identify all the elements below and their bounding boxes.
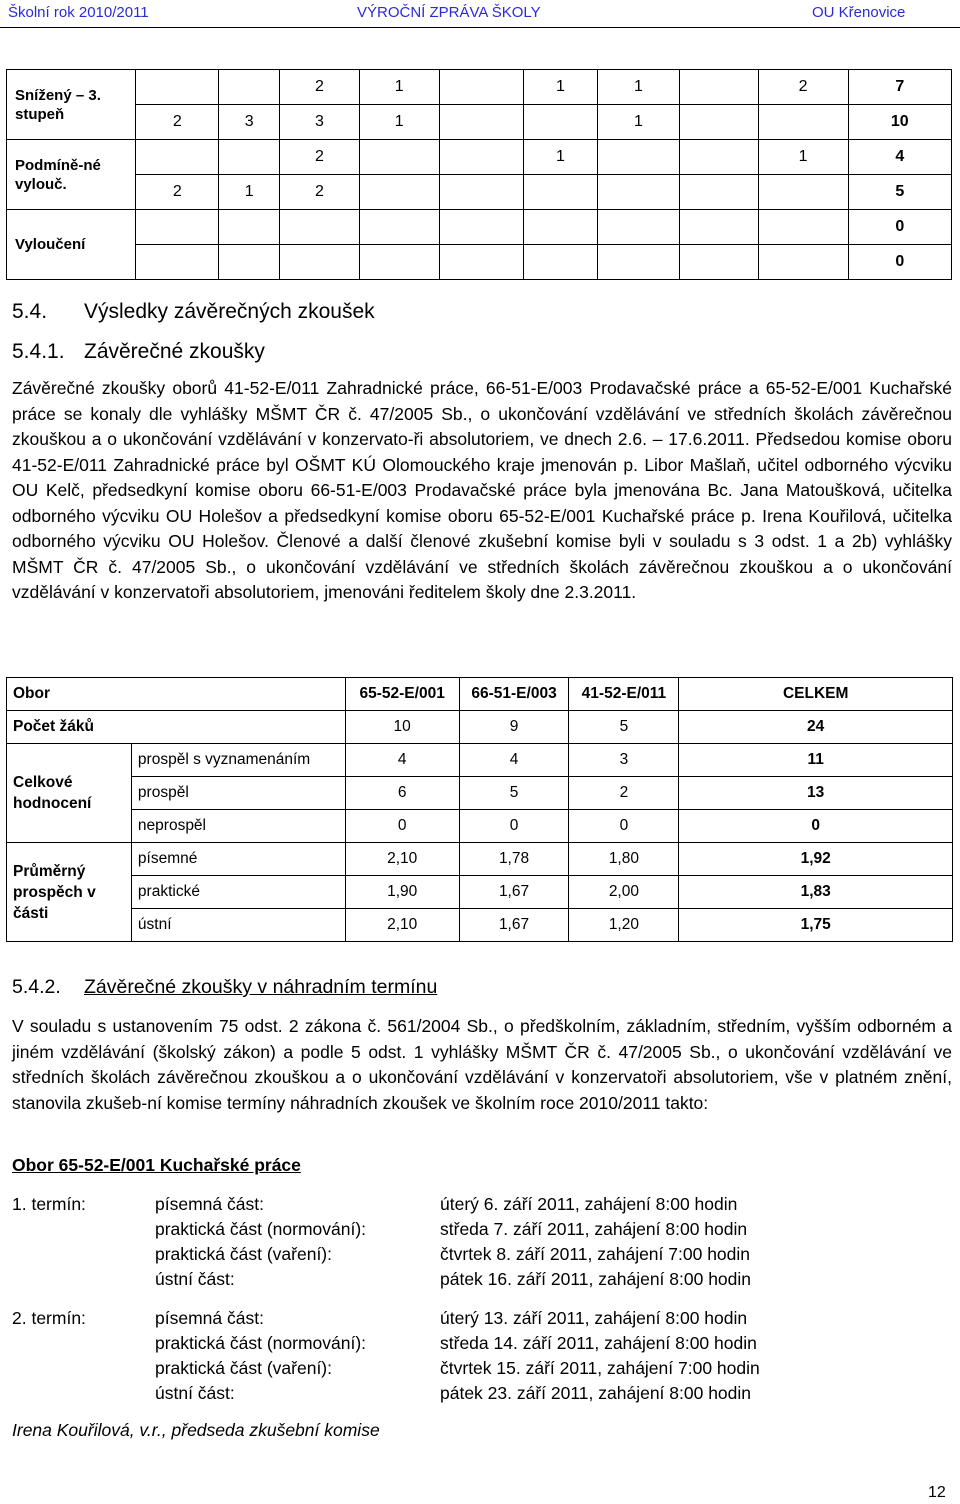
table-cell: 13 bbox=[679, 777, 953, 810]
row-label: Podmíně-né vylouč. bbox=[7, 140, 136, 210]
table-cell bbox=[523, 210, 597, 245]
table-cell: 1,78 bbox=[459, 843, 569, 876]
table-cell: 1 bbox=[597, 70, 679, 105]
exam-part: písemná část: bbox=[155, 1308, 264, 1328]
table-cell: 1,20 bbox=[569, 909, 679, 942]
column-header: 66-51-E/003 bbox=[459, 678, 569, 711]
term-label: 2. termín: bbox=[12, 1308, 86, 1328]
table-cell: 1 bbox=[359, 105, 439, 140]
table-cell bbox=[680, 245, 759, 280]
table-cell bbox=[680, 70, 759, 105]
table-cell: 0 bbox=[459, 810, 569, 843]
row-label: písemné bbox=[131, 843, 345, 876]
table-cell bbox=[680, 140, 759, 175]
table-cell bbox=[359, 140, 439, 175]
table-cell bbox=[439, 70, 523, 105]
table-cell bbox=[439, 140, 523, 175]
table-cell bbox=[136, 70, 219, 105]
subsection-heading-1: 5.4.1. Závěrečné zkoušky bbox=[12, 340, 265, 363]
schedule-row bbox=[12, 1306, 942, 1331]
exam-part: ústní část: bbox=[155, 1269, 235, 1289]
header-school-year: Školní rok 2010/2011 bbox=[8, 4, 149, 21]
table-cell bbox=[597, 175, 679, 210]
term-block bbox=[12, 1306, 942, 1406]
table-cell bbox=[280, 210, 360, 245]
table-cell: 3 bbox=[280, 105, 360, 140]
table-row bbox=[7, 105, 952, 140]
table-cell bbox=[439, 105, 523, 140]
table-cell bbox=[136, 140, 219, 175]
schedule-row bbox=[12, 1242, 942, 1267]
table-cell: 5 bbox=[459, 777, 569, 810]
exam-part: praktická část (vaření): bbox=[155, 1244, 332, 1264]
row-label: praktické bbox=[131, 876, 345, 909]
exam-results-table bbox=[6, 677, 953, 942]
table-cell bbox=[523, 175, 597, 210]
exam-schedule bbox=[12, 1192, 942, 1406]
table-cell bbox=[280, 245, 360, 280]
table-cell: 3 bbox=[219, 105, 280, 140]
table-cell bbox=[680, 105, 759, 140]
row-label: Vyloučení bbox=[7, 210, 136, 280]
table-cell: 2 bbox=[280, 70, 360, 105]
table-cell: 0 bbox=[569, 810, 679, 843]
table-cell: 1,67 bbox=[459, 909, 569, 942]
table-cell: 2 bbox=[569, 777, 679, 810]
table-cell: 10 bbox=[345, 711, 459, 744]
table-cell: 2,10 bbox=[345, 909, 459, 942]
table-cell: 4 bbox=[345, 744, 459, 777]
table-row bbox=[7, 777, 953, 810]
table-cell: 1 bbox=[523, 70, 597, 105]
table-cell bbox=[680, 175, 759, 210]
table-row bbox=[7, 876, 953, 909]
table-cell bbox=[597, 245, 679, 280]
table-cell: 1 bbox=[359, 70, 439, 105]
schedule-row bbox=[12, 1331, 942, 1356]
table-row bbox=[7, 711, 953, 744]
table-cell bbox=[219, 70, 280, 105]
table-cell: 5 bbox=[848, 175, 951, 210]
table-cell: 1,80 bbox=[569, 843, 679, 876]
table-row bbox=[7, 909, 953, 942]
row-label: prospěl s vyznamenáním bbox=[131, 744, 345, 777]
schedule-row bbox=[12, 1267, 942, 1292]
table-cell: 24 bbox=[679, 711, 953, 744]
header-rule bbox=[0, 27, 960, 28]
exam-part: ústní část: bbox=[155, 1383, 235, 1403]
table-cell: 2 bbox=[280, 175, 360, 210]
row-label: prospěl bbox=[131, 777, 345, 810]
table-row bbox=[7, 810, 953, 843]
table-cell: 1,75 bbox=[679, 909, 953, 942]
table-cell: 1,83 bbox=[679, 876, 953, 909]
table-cell: 1,90 bbox=[345, 876, 459, 909]
group-label: Celkové hodnocení bbox=[7, 744, 132, 843]
discipline-table bbox=[6, 69, 952, 280]
table-cell bbox=[523, 245, 597, 280]
table-cell: 6 bbox=[345, 777, 459, 810]
paragraph-replacement-terms: V souladu s ustanovením 75 odst. 2 zákona č. 561/2004 Sb., o předškolním, základním, středním, vyšším odborném a jiném vzdělávání (školský zákon) a podle 5 odst. 1 vyhlášky MŠMT ČR č. 47/2005 Sb., o ukončování vzdělávání ve středních školách závěrečnou zkouškou a o ukončování vzdělávání v konzervatoři absolutoriem, vše v platném znění, stanovila zkušeb-ní komise termíny náhradních zkoušek ve školním roce 2010/2011 takto: bbox=[12, 1016, 952, 1113]
group-label: Průměrný prospěch v části bbox=[7, 843, 132, 942]
schedule-row bbox=[12, 1192, 942, 1217]
table-row bbox=[7, 744, 953, 777]
paragraph-exams: Závěrečné zkoušky oborů 41-52-E/011 Zahradnické práce, 66-51-E/003 Prodavačské práce a 65-52-E/001 Kuchařské práce se konaly dle vyhlášky MŠMT ČR č. 47/2005 Sb., o ukončování vzdělávání ve středních školách závěrečnou zkouškou a o ukončování vzdělávání v konzervato-ři absolutoriem, ve dnech 2.6. – 17.6.2011. Předsedou komise oboru 41-52-E/011 Zahradnické práce byl OŠMT KÚ Olomouckého kraje jmenován p. Libor Mašlaň, učitel odborného výcviku OU Kelč, předsedkyní komise oboru 66-51-E/003 Prodavačské práce byla jmenována Bc. Jana Matoušková, učitelka odborného výcviku OU Holešov a předsedkyní komise oboru 65-52-E/001 Kuchařské práce p. Irena Kouřilová, učitelka odborného výcviku OU Holešov. Členové a další členové zkušební komise byli v souladu s 3 odst. 1 a 2b) vyhlášky MŠMT ČR č. 47/2005 Sb., o ukončování vzdělávání ve středních školách závěrečnou zkouškou a o ukončování vzdělávání v konzervatoři absolutoriem, jmenováni ředitelem školy dne 2.3.2011. bbox=[12, 378, 952, 602]
signature: Irena Kouřilová, v.r., předseda zkušební komise bbox=[12, 1420, 380, 1440]
table-cell: 3 bbox=[569, 744, 679, 777]
table-cell: 2,10 bbox=[345, 843, 459, 876]
table-cell: 5 bbox=[569, 711, 679, 744]
exam-date: pátek 23. září 2011, zahájení 8:00 hodin bbox=[440, 1383, 752, 1403]
subsection-heading-2: 5.4.2. Závěrečné zkoušky v náhradním termínu bbox=[12, 976, 438, 998]
exam-date: čtvrtek 8. září 2011, zahájení 7:00 hodin bbox=[440, 1244, 751, 1264]
page-number: 12 bbox=[928, 1484, 946, 1501]
table-cell: 9 bbox=[459, 711, 569, 744]
table-cell: 1,67 bbox=[459, 876, 569, 909]
table-row bbox=[7, 140, 952, 175]
table-cell: 4 bbox=[848, 140, 951, 175]
table-cell: 0 bbox=[848, 245, 951, 280]
table-cell: 2 bbox=[758, 70, 848, 105]
header-title: VÝROČNÍ ZPRÁVA ŠKOLY bbox=[357, 4, 541, 21]
table-cell: 2,00 bbox=[569, 876, 679, 909]
table-cell bbox=[439, 210, 523, 245]
table-cell: 0 bbox=[345, 810, 459, 843]
section-heading: 5.4. Výsledky závěrečných zkoušek bbox=[12, 300, 375, 323]
exam-date: pátek 16. září 2011, zahájení 8:00 hodin bbox=[440, 1269, 752, 1289]
table-row bbox=[7, 175, 952, 210]
table-cell bbox=[758, 175, 848, 210]
table-cell bbox=[439, 175, 523, 210]
row-label: ústní bbox=[131, 909, 345, 942]
table-cell: 1 bbox=[597, 105, 679, 140]
table-cell: 2 bbox=[280, 140, 360, 175]
table-row bbox=[7, 210, 952, 245]
table-cell: 0 bbox=[848, 210, 951, 245]
header-school-name: OU Křenovice bbox=[812, 4, 906, 21]
table-row bbox=[7, 843, 953, 876]
exam-part: písemná část: bbox=[155, 1194, 264, 1214]
row-label: Počet žáků bbox=[7, 711, 346, 744]
row-label: Snížený – 3. stupeň bbox=[7, 70, 136, 140]
table-cell bbox=[136, 210, 219, 245]
exam-date: středa 7. září 2011, zahájení 8:00 hodin bbox=[440, 1219, 748, 1239]
table-cell bbox=[523, 105, 597, 140]
term-block bbox=[12, 1192, 942, 1292]
table-cell: 1,92 bbox=[679, 843, 953, 876]
table-cell bbox=[219, 245, 280, 280]
table-cell bbox=[359, 210, 439, 245]
table-row bbox=[7, 70, 952, 105]
table-cell bbox=[758, 105, 848, 140]
table-cell: 4 bbox=[459, 744, 569, 777]
column-header: 65-52-E/001 bbox=[345, 678, 459, 711]
table-cell: 2 bbox=[136, 105, 219, 140]
table-cell bbox=[359, 245, 439, 280]
column-header: 41-52-E/011 bbox=[569, 678, 679, 711]
exam-date: úterý 13. září 2011, zahájení 8:00 hodin bbox=[440, 1308, 748, 1328]
column-header: CELKEM bbox=[679, 678, 953, 711]
obor-heading: Obor 65-52-E/001 Kuchařské práce bbox=[12, 1155, 301, 1175]
table-cell bbox=[680, 210, 759, 245]
table-cell bbox=[597, 210, 679, 245]
table-cell: 0 bbox=[679, 810, 953, 843]
term-label: 1. termín: bbox=[12, 1194, 86, 1214]
table-cell bbox=[439, 245, 523, 280]
page-header bbox=[0, 0, 960, 28]
table-cell bbox=[758, 210, 848, 245]
table-cell bbox=[136, 245, 219, 280]
schedule-row bbox=[12, 1356, 942, 1381]
table-cell: 2 bbox=[136, 175, 219, 210]
exam-date: středa 14. září 2011, zahájení 8:00 hodin bbox=[440, 1333, 757, 1353]
table-cell: 11 bbox=[679, 744, 953, 777]
table-cell bbox=[597, 140, 679, 175]
table-cell: 10 bbox=[848, 105, 951, 140]
table-cell: 1 bbox=[758, 140, 848, 175]
column-header: Obor bbox=[7, 678, 346, 711]
schedule-row bbox=[12, 1217, 942, 1242]
table-row bbox=[7, 245, 952, 280]
exam-part: praktická část (normování): bbox=[155, 1333, 367, 1353]
table-cell bbox=[219, 140, 280, 175]
table-cell: 1 bbox=[523, 140, 597, 175]
row-label: neprospěl bbox=[131, 810, 345, 843]
table-cell bbox=[219, 210, 280, 245]
exam-part: praktická část (vaření): bbox=[155, 1358, 332, 1378]
table-cell bbox=[758, 245, 848, 280]
exam-part: praktická část (normování): bbox=[155, 1219, 367, 1239]
table-cell: 7 bbox=[848, 70, 951, 105]
table-cell: 1 bbox=[219, 175, 280, 210]
table-header-row bbox=[7, 678, 953, 711]
exam-date: čtvrtek 15. září 2011, zahájení 7:00 hodin bbox=[440, 1358, 760, 1378]
schedule-row bbox=[12, 1381, 942, 1406]
table-cell bbox=[359, 175, 439, 210]
exam-date: úterý 6. září 2011, zahájení 8:00 hodin bbox=[440, 1194, 738, 1214]
